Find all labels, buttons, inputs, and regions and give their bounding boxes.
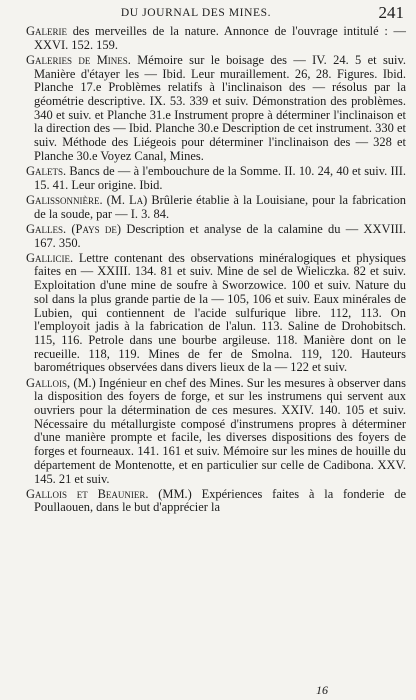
index-entry [26,194,406,221]
entry-head: Gallois et Beaunier. (MM.) [26,486,192,501]
printer-signature: 16 [316,683,328,697]
index-entry [26,252,406,375]
entry-head: Galeries de Mines. [26,52,131,67]
entry-body: Description et analyse de la calamine du — XXVIII. 167. 350. [34,221,406,250]
entry-body: des merveilles de la nature. Annonce de l'ouvrage intitulé : — XXVI. 152. 159. [34,24,406,52]
entry-head: Galets. [26,164,67,179]
index-entries [26,25,406,515]
entry-body: Brûlerie établie à la Louisiane, pour la fabrication de la soude, par — I. 3. 84. [34,192,407,221]
index-entry [26,488,406,515]
entry-head: Galles. (Pays de) [26,221,122,236]
entry-head: Gallicie. [26,250,74,265]
entry-body: Ingénieur en chef des Mines. Sur les mesures à observer dans la disposition des foyers de forge, et sur les instrumens qui servent aux ouvriers pour la détermination de ces mesures. XXIV. 140. 105 et suiv. Nécessaire du métallurgiste composé d'instrumens propres à déterminer d'une manière prompte et facile, les diverses dispositions des foyers de forges et fourneaux. 141. 161 et suiv. Mémoire sur les mines de houille du département de Montenotte, et en particulier sur celle de Cadibona. XXV. 145. 21 et suiv. [34,375,406,486]
page-number: 241 [378,3,404,22]
index-entry [26,223,406,250]
entry-body: Bancs de — à l'embouchure de la Somme. II. 10. 24, 40 et suiv. III. 15. 41. Leur origine. Ibid. [34,164,407,192]
running-header [26,3,406,25]
index-entry [26,165,406,192]
entry-body: Mémoire sur le boisage des — IV. 24. 5 et suiv. Manière d'étayer les — Ibid. Leur muraillement. 26, 28. Figures. Ibid. Planche 17.e Problèmes relatifs à l'inclinaison des — résolus par la géométrie descriptive. IX. 53. 339 et suiv. Démonstration des problèmes. 340 et suiv. et Planche 31.e Instrument propre à déterminer l'inclinaison et la direction des — Ibid. Planche 30.e Description de cet instrument. 330 et suiv. Méthode des Liégeois pour déterminer l'inclinaison des — 328 et Planche 30.e Voyez Canal, Mines. [34,52,406,163]
entry-head: Galissonnière. (M. La) [26,192,148,207]
entry-head: Galerie [26,24,67,38]
index-entry [26,54,406,164]
entry-head: Gallois, (M.) [26,375,96,390]
entry-body: Expériences faites à la fonderie de Poullaouen, dans le but d'apprécier la [34,486,406,515]
index-entry [26,25,406,52]
index-entry [26,377,406,487]
running-title: DU JOURNAL DES MINES. [120,7,272,19]
entry-body: Lettre contenant des observations minéralogiques et physiques faites en — XXIII. 134. 81 et suiv. Mine de sel de Wieliczka. 82 et suiv. Exploitation d'une mine de soufre à Sworzowice. 100 et suiv. Nature du sol dans la plus grande partie de la — 105, 106 et suiv. Eaux minérales de Lubien, qui contiennent de l'acide sulfurique libre. 112, 113. On l'employoit jadis à la fabrication de l'alun. 113. Saline de Drohobitsch. 115, 116. Petrole dans une bourbe argileuse. 118. Manière dont on le recueille. 118, 119. Mines de fer de Smolna. 119, 120. Hauteurs barométriques observées dans divers lieux de la — 122 et suiv. [34,250,407,375]
